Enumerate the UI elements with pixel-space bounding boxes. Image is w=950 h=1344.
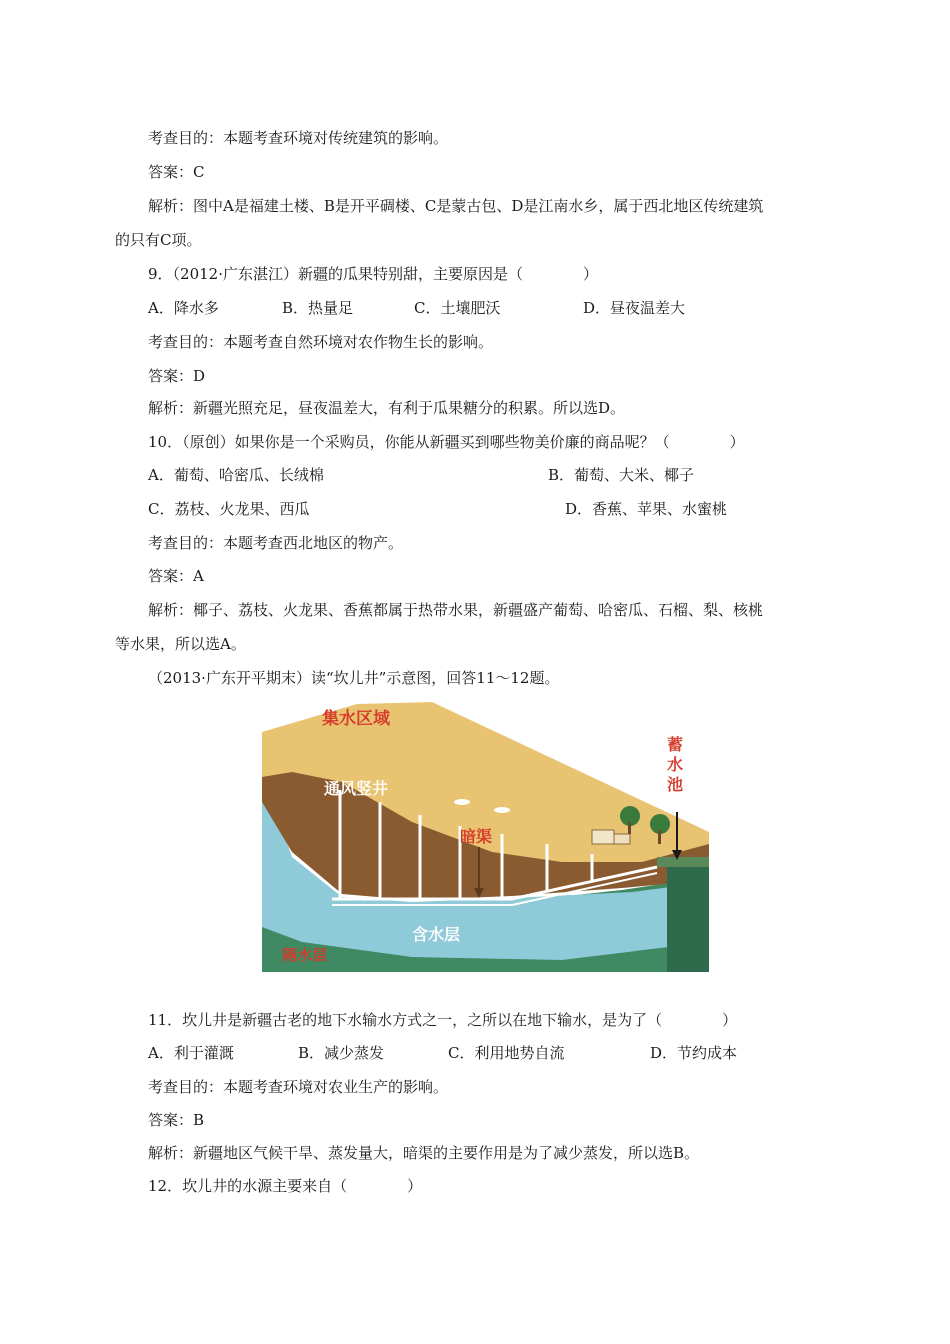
label-reservoir-1: 蓄 — [667, 735, 684, 754]
q11-option-b: B．减少蒸发 — [298, 1044, 385, 1062]
label-impermeable-layer: 隔水层 — [282, 946, 328, 964]
q11-option-d: D．节约成本 — [650, 1044, 738, 1062]
q10-stem: 10．（原创）如果你是一个采购员，你能从新疆买到哪些物美价廉的商品呢？（ ） — [148, 433, 745, 451]
q8-purpose: 考查目的：本题考查环境对传统建筑的影响。 — [148, 129, 449, 147]
q8-analysis-line1: 解析：图中A是福建土楼、B是开平碉楼、C是蒙古包、D是江南水乡，属于西北地区传统建筑 — [148, 197, 764, 215]
q9-answer: 答案：D — [148, 367, 206, 385]
q10-analysis-line1: 解析：椰子、荔枝、火龙果、香蕉都属于热带水果，新疆盛产葡萄、哈密瓜、石榴、梨、核桃 — [148, 601, 764, 619]
q9-analysis: 解析：新疆光照充足，昼夜温差大，有利于瓜果糖分的积累。所以选D。 — [148, 399, 626, 417]
reservoir-surface — [657, 857, 709, 867]
q11-option-c: C．利用地势自流 — [448, 1044, 565, 1062]
q9-option-d: D．昼夜温差大 — [583, 299, 686, 317]
q11-option-a: A．利于灌溉 — [148, 1044, 234, 1062]
q11-answer: 答案：B — [148, 1111, 205, 1129]
q10-analysis-line2: 等水果，所以选A。 — [115, 635, 246, 653]
q9-stem: 9．（2012·广东湛江）新疆的瓜果特别甜，主要原因是（ ） — [148, 265, 598, 283]
q9-option-c: C．土壤肥沃 — [414, 299, 501, 317]
q12-stem: 12．坎儿井的水源主要来自（ ） — [148, 1177, 423, 1195]
karez-diagram — [262, 702, 709, 972]
q9-purpose: 考查目的：本题考查自然环境对农作物生长的影响。 — [148, 333, 494, 351]
q10-purpose: 考查目的：本题考查西北地区的物产。 — [148, 534, 404, 552]
q9-option-b: B．热量足 — [282, 299, 354, 317]
q11-stem: 11．坎儿井是新疆古老的地下水输水方式之一，之所以在地下输水，是为了（ ） — [148, 1011, 738, 1029]
label-catchment: 集水区域 — [322, 709, 390, 729]
cross-section-face — [667, 860, 709, 972]
q11-purpose: 考查目的：本题考查环境对农业生产的影响。 — [148, 1078, 449, 1096]
q10-option-d: D．香蕉、苹果、水蜜桃 — [565, 500, 728, 518]
label-aquifer: 含水层 — [412, 925, 461, 944]
q9-option-a: A．降水多 — [148, 299, 219, 317]
q10-option-c: C．荔枝、火龙果、西瓜 — [148, 500, 310, 518]
q10-option-a: A．葡萄、哈密瓜、长绒棉 — [148, 466, 324, 484]
label-reservoir-3: 池 — [667, 775, 684, 794]
q11-analysis: 解析：新疆地区气候干旱、蒸发量大，暗渠的主要作用是为了减少蒸发，所以选B。 — [148, 1144, 700, 1162]
q8-analysis-line2: 的只有C项。 — [115, 231, 202, 249]
q10-answer: 答案：A — [148, 567, 204, 585]
label-reservoir-2: 水 — [667, 755, 684, 774]
q10-option-b: B．葡萄、大米、椰子 — [548, 466, 695, 484]
karez-intro: （2013·广东开平期末）读“坎儿井”示意图，回答11～12题。 — [148, 669, 560, 687]
q8-answer: 答案：C — [148, 163, 205, 181]
label-canal: 暗渠 — [460, 827, 493, 846]
label-ventilation-shaft: 通风竖井 — [324, 779, 389, 798]
